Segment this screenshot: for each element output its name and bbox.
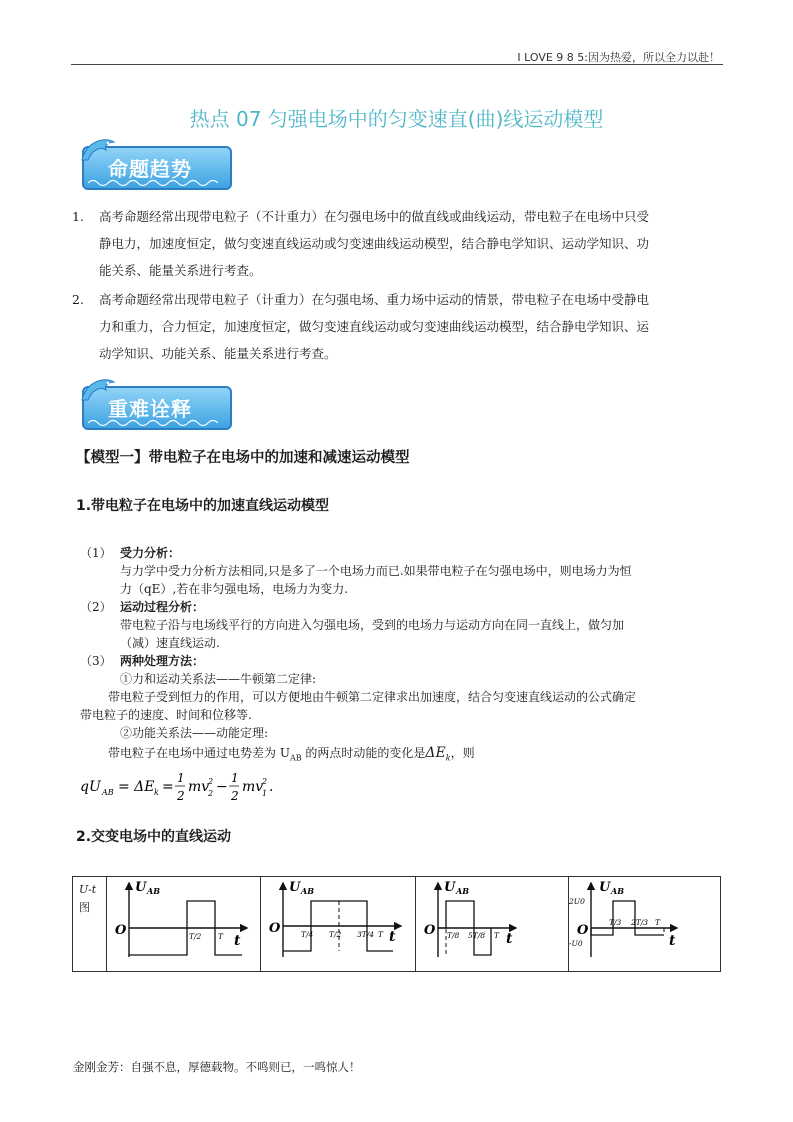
y-label: U [599,880,611,895]
x-label: t [506,931,513,947]
svg-text:1: 1 [231,771,239,785]
tick-label: T [655,918,661,927]
badge-label: 重难诠释 [108,397,192,421]
ut-graph-3 [416,877,567,967]
tick-label: T/8 [447,931,460,940]
svg-text:2: 2 [177,789,185,803]
header-divider [71,64,723,65]
svg-text:k: k [154,788,159,797]
y-label: U [444,880,456,895]
graph-cell [261,877,416,972]
text-line: （减）速直线运动. [120,636,220,650]
svg-text:2: 2 [231,789,239,803]
point-number: （1） [80,546,112,560]
item-number: 2. [72,292,84,307]
tick-label: T/2 [329,930,342,939]
model-heading: 【模型一】带电粒子在电场中的加速和减速运动模型 [76,450,410,466]
text-part: 的两点时动能的变化是 [301,746,426,760]
origin-label: O [269,921,281,936]
text-part: ，则 [450,746,475,760]
svg-text:2: 2 [208,789,214,798]
point-number: （2） [80,600,112,614]
x-label: t [389,929,396,945]
svg-text:mv: mv [188,779,210,795]
list-item [72,203,720,284]
item-line: 高考命题经常出现带电粒子（不计重力）在匀强电场中的做直线或曲线运动，带电粒子在电场中只受 [99,209,650,224]
x-label: t [669,933,676,949]
graph-cell [569,877,721,972]
y-label-sub: AB [611,886,624,896]
page-header-motto: I LOVE 9 8 5:因为热爱，所以全力以赴！ [517,51,720,64]
text-line: 力（qE）,若在非匀强电场，电场力为变力. [120,582,349,596]
text-line: 带电粒子受到恒力的作用，可以方便地由牛顿第二定律求出加速度，结合匀变速直线运动的公式确定 [108,690,637,704]
item-line: 力和重力，合力恒定，加速度恒定，做匀变速直线运动或匀变速曲线运动模型，结合静电学知识、运 [99,319,650,334]
delta-symbol: ΔE [425,745,446,761]
origin-label: O [115,923,127,938]
svg-text:=: = [162,779,174,795]
item-number: 1. [72,209,84,224]
tick-label: 5T/8 [468,931,486,940]
item-line: 动学知识、功能关系、能量关系进行考查。 [99,346,337,361]
tick-label: T [494,931,500,940]
point-label: 受力分析： [120,546,181,560]
point-number: （3） [80,654,112,668]
ut-graph-1 [107,877,259,967]
subscript: AB [289,753,302,763]
y-label-sub: AB [456,886,469,896]
table-label: 图 [79,901,90,914]
y-label-sub: AB [301,886,314,896]
svg-text:2: 2 [208,777,214,786]
table-label: U-t [79,883,97,896]
formula-graphic [80,767,280,807]
list-item [72,286,720,367]
tick-label: T [378,930,384,939]
method-title: ①力和运动关系法——牛顿第二定律: [120,672,317,686]
item-line: 静电力，加速度恒定，做匀变速直线运动或匀变速曲线运动模型，结合静电学知识、运动学知识、功 [99,236,650,251]
text-line [108,744,475,767]
tick-label: T/3 [609,918,622,927]
y-label-sub: AB [147,886,160,896]
tick-label: 2T/3 [631,918,649,927]
section-heading: 1.带电粒子在电场中的加速直线运动模型 [76,498,330,514]
waveform [591,901,664,935]
x-label: t [234,933,241,949]
svg-text:1: 1 [177,771,185,785]
svg-text:= ΔE: = ΔE [118,779,155,795]
svg-text:1: 1 [262,789,268,798]
svg-text:qU: qU [80,779,101,795]
svg-text:mv: mv [242,779,264,795]
text-line: 带电粒子的速度、时间和位移等. [80,708,252,722]
svg-text:AB: AB [102,788,114,797]
text-line: 与力学中受力分析方法相同,只是多了一个电场力而已.如果带电粒子在匀强电场中，则电场力为恒 [120,564,632,578]
page-footer: 金刚金芳：自强不息，厚德载物。不鸣则已，一鸣惊人！ [73,1060,361,1074]
ut-graph-4 [569,877,719,967]
ut-graph-2 [261,877,414,967]
tick-label: T/2 [189,932,202,941]
level-label: -U0 [569,939,583,948]
graph-cell [416,877,569,972]
text-line: 带电粒子沿与电场线平行的方向进入匀强电场，受到的电场力与运动方向在同一直线上，做匀加 [120,618,625,632]
page-title: 热点 07 匀强电场中的匀变速直(曲)线运动模型 [189,107,604,131]
trend-list [72,203,720,367]
graph-cell [107,877,261,972]
origin-label: O [424,923,436,938]
tick-label: 3T/4 [357,930,375,939]
y-label: U [289,880,301,895]
svg-text:.: . [269,779,274,795]
origin-label: O [577,923,589,938]
point-label: 运动过程分析： [120,600,205,614]
svg-text:2: 2 [262,777,268,786]
explain-badge [78,374,234,434]
level-label: 2U0 [569,897,585,906]
y-label: U [135,880,147,895]
method-title: ②功能关系法——动能定理: [120,726,269,740]
point-label: 两种处理方法： [120,654,205,668]
subscript: k [445,753,451,763]
item-line: 能关系、能量关系进行考查。 [99,263,262,278]
svg-text:−: − [216,779,228,795]
badge-label: 命题趋势 [108,157,192,181]
text-part: 带电粒子在电场中通过电势差为 U [108,746,290,760]
ut-graph-table [72,876,721,972]
item-line: 高考命题经常出现带电粒子（计重力）在匀强电场、重力场中运动的情景，带电粒子在电场中受静电 [99,292,650,307]
tick-label: T/4 [301,930,314,939]
section-heading: 2.交变电场中的直线运动 [76,829,232,845]
tick-label: T [218,932,224,941]
table-label-cell [73,877,107,972]
trend-badge [78,134,234,194]
